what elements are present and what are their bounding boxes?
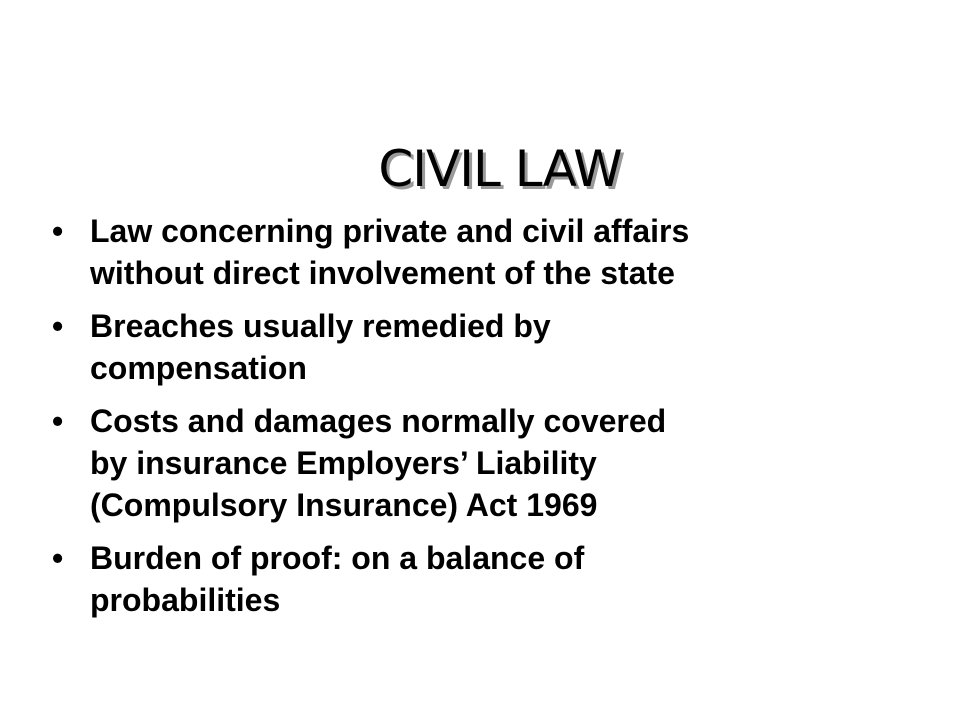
bullet-item [50,305,900,389]
bullet-icon: • [52,540,64,576]
bullet-text: Burden of proof: on a balance of probabilities [90,540,585,618]
bullet-icon: • [52,308,64,344]
bullet-item [50,537,900,621]
bullet-item [50,400,900,526]
bullet-text: Costs and damages normally covered by insurance Employers’ Liability (Compulsory Insurance) Act 1969 [90,403,667,523]
bullet-list [50,210,900,632]
bullet-text: Law concerning private and civil affairs without direct involvement of the state [90,213,690,291]
bullet-text: Breaches usually remedied by compensation [90,308,551,386]
bullet-icon: • [52,403,64,439]
bullet-item [50,210,900,294]
slide-title: CIVIL LAW [378,139,622,198]
bullet-icon: • [52,213,64,249]
